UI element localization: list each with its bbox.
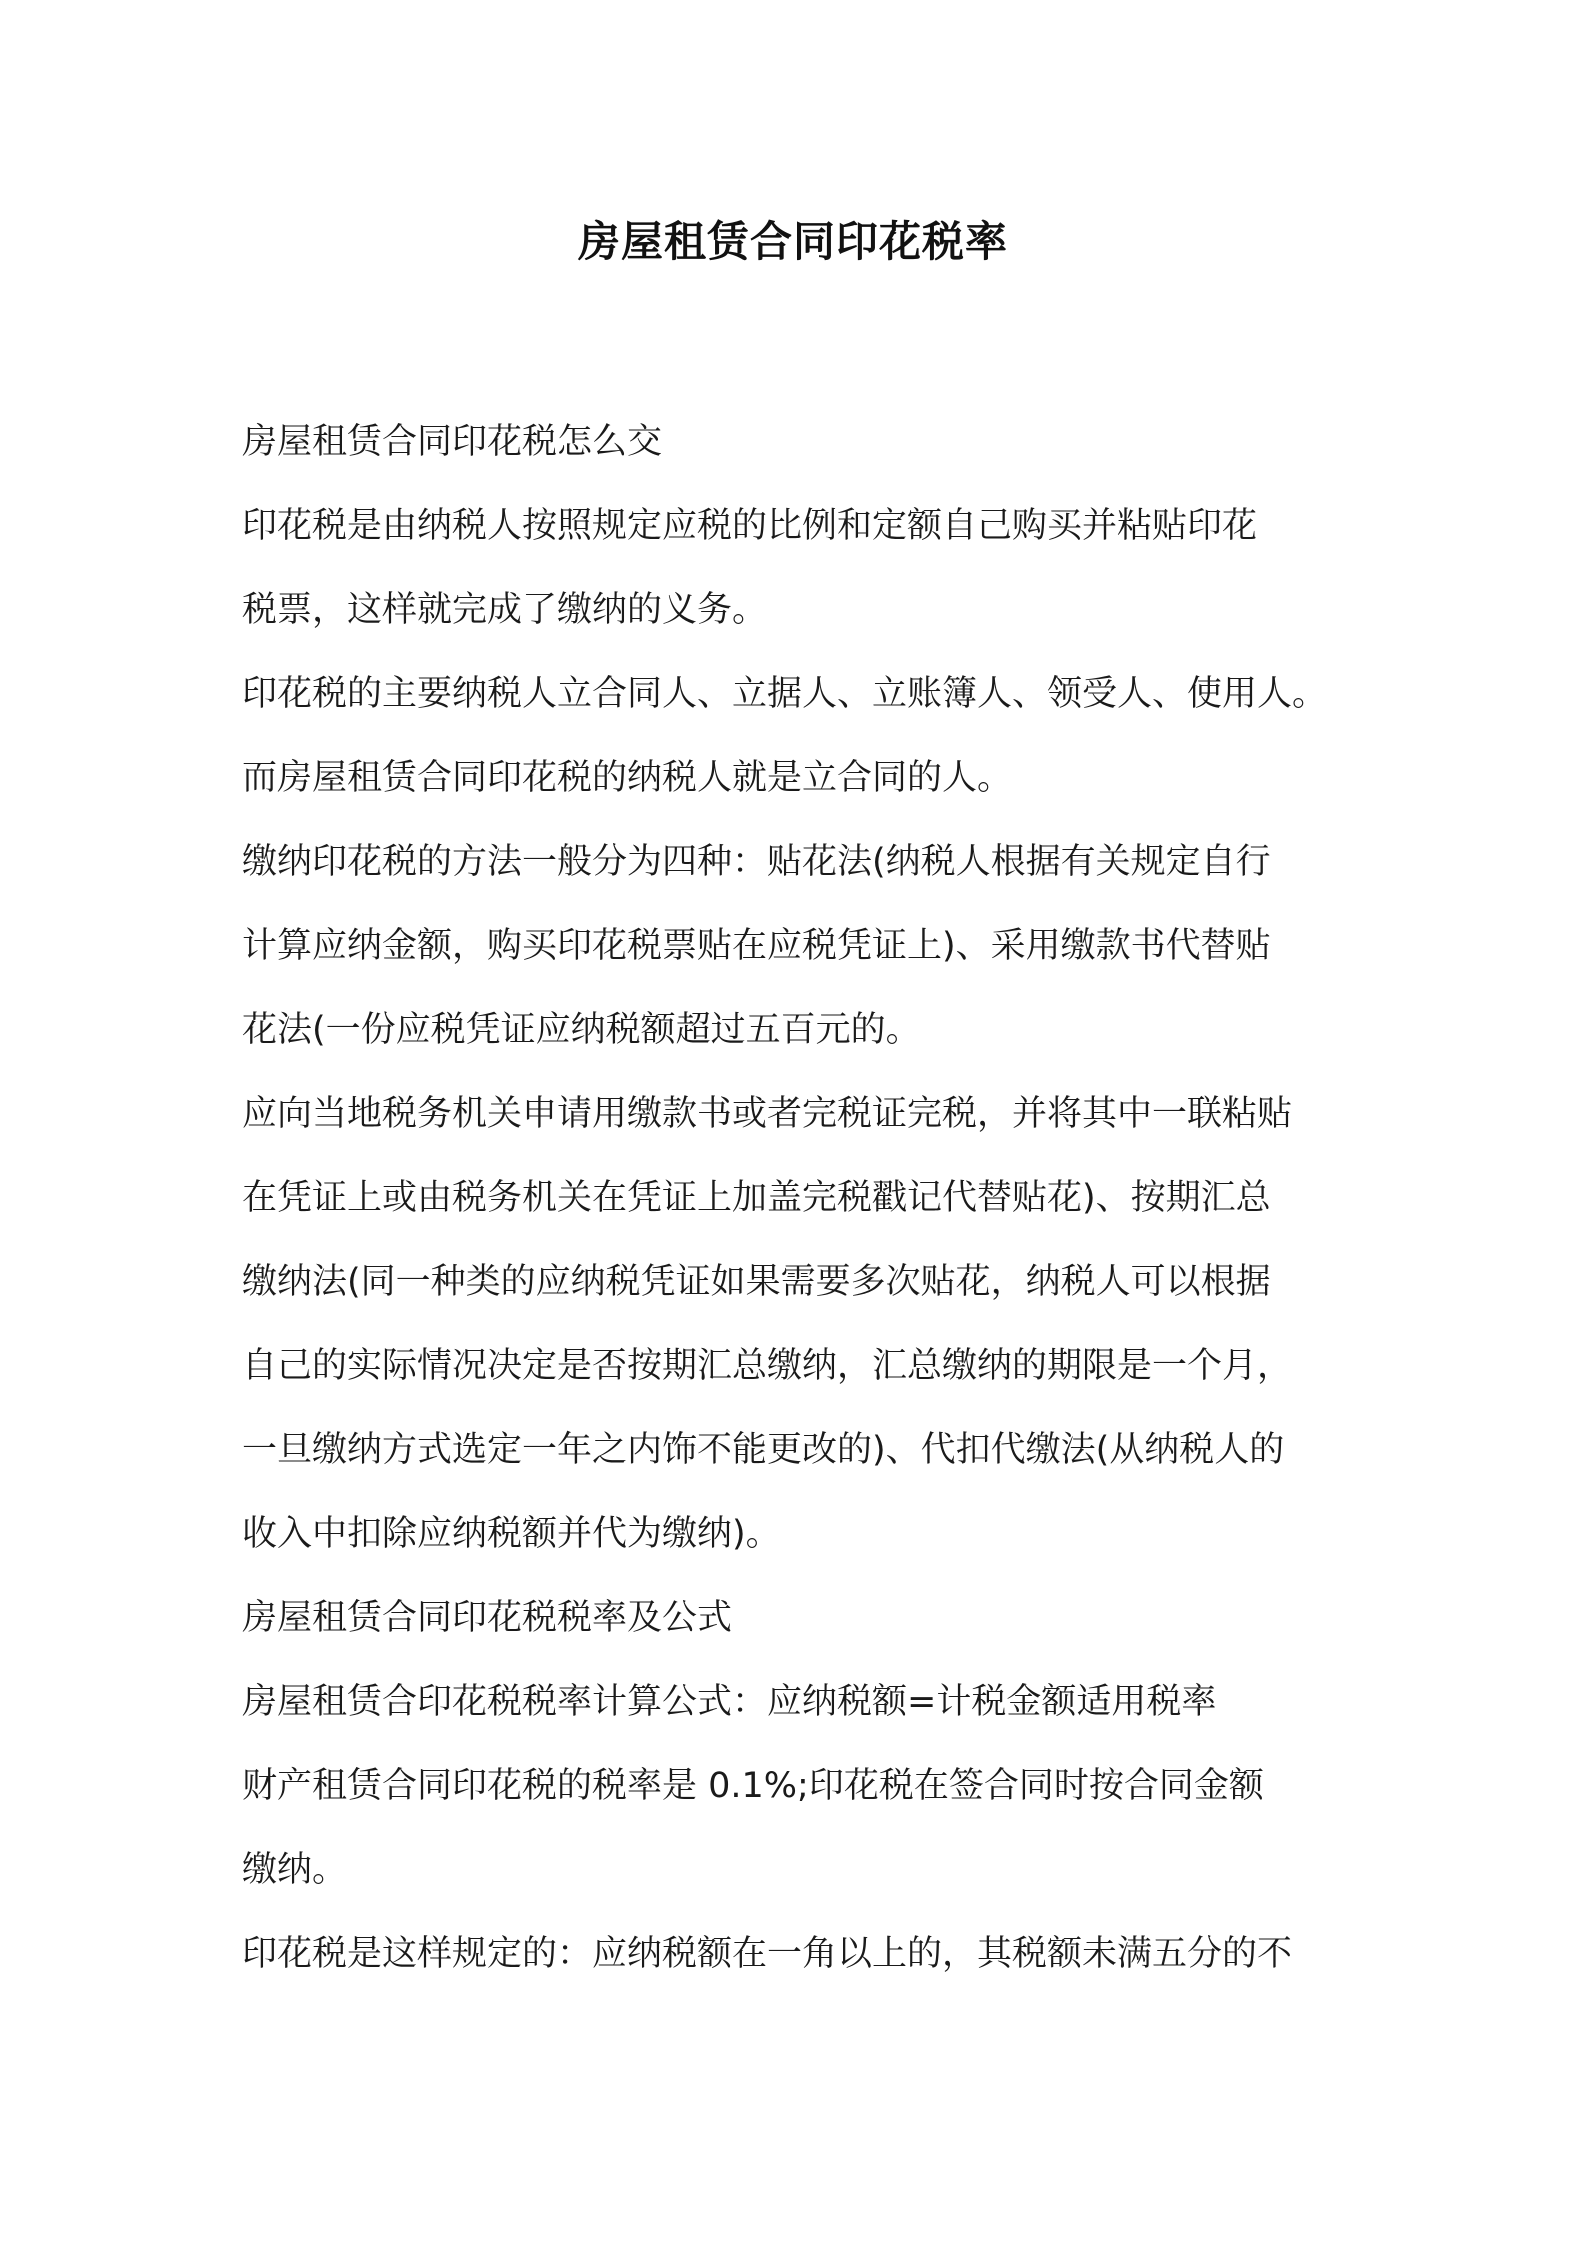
paragraph-line: 收入中扣除应纳税额并代为缴纳)。 [242, 1514, 781, 1554]
paragraph-line: 财产租赁合同印花税的税率是 0.1%;印花税在签合同时按合同金额 [242, 1766, 1264, 1806]
paragraph-line: 花法(一份应税凭证应纳税额超过五百元的。 [242, 1010, 921, 1050]
document-body [242, 400, 1362, 1996]
paragraph-line: 而房屋租赁合同印花税的纳税人就是立合同的人。 [242, 758, 1013, 798]
paragraph-line: 税票，这样就完成了缴纳的义务。 [242, 590, 768, 630]
paragraph-line: 缴纳法(同一种类的应纳税凭证如果需要多次贴花，纳税人可以根据 [242, 1262, 1271, 1302]
paragraph-line: 房屋租赁合印花税税率计算公式：应纳税额=计税金额适用税率 [242, 1682, 1217, 1722]
paragraph-line: 印花税的主要纳税人立合同人、立据人、立账簿人、领受人、使用人。 [242, 674, 1328, 714]
paragraph-line: 缴纳。 [242, 1850, 348, 1890]
section-heading-how-to-pay: 房屋租赁合同印花税怎么交 [242, 422, 663, 462]
paragraph-line: 缴纳印花税的方法一般分为四种：贴花法(纳税人根据有关规定自行 [242, 842, 1271, 882]
paragraph-line: 印花税是这样规定的：应纳税额在一角以上的，其税额未满五分的不 [242, 1934, 1293, 1974]
section-heading-rate-and-formula: 房屋租赁合同印花税税率及公式 [242, 1598, 733, 1638]
paragraph-line: 自己的实际情况决定是否按期汇总缴纳，汇总缴纳的期限是一个月， [242, 1346, 1293, 1386]
document-title: 房屋租赁合同印花税率 [577, 217, 1008, 266]
paragraph-line: 在凭证上或由税务机关在凭证上加盖完税戳记代替贴花)、按期汇总 [242, 1178, 1271, 1218]
paragraph-line: 应向当地税务机关申请用缴款书或者完税证完税，并将其中一联粘贴 [242, 1094, 1293, 1134]
paragraph-line: 计算应纳金额，购买印花税票贴在应税凭证上)、采用缴款书代替贴 [242, 926, 1271, 966]
paragraph-line: 印花税是由纳税人按照规定应税的比例和定额自己购买并粘贴印花 [242, 506, 1258, 546]
paragraph-line: 一旦缴纳方式选定一年之内饰不能更改的)、代扣代缴法(从纳税人的 [242, 1430, 1285, 1470]
